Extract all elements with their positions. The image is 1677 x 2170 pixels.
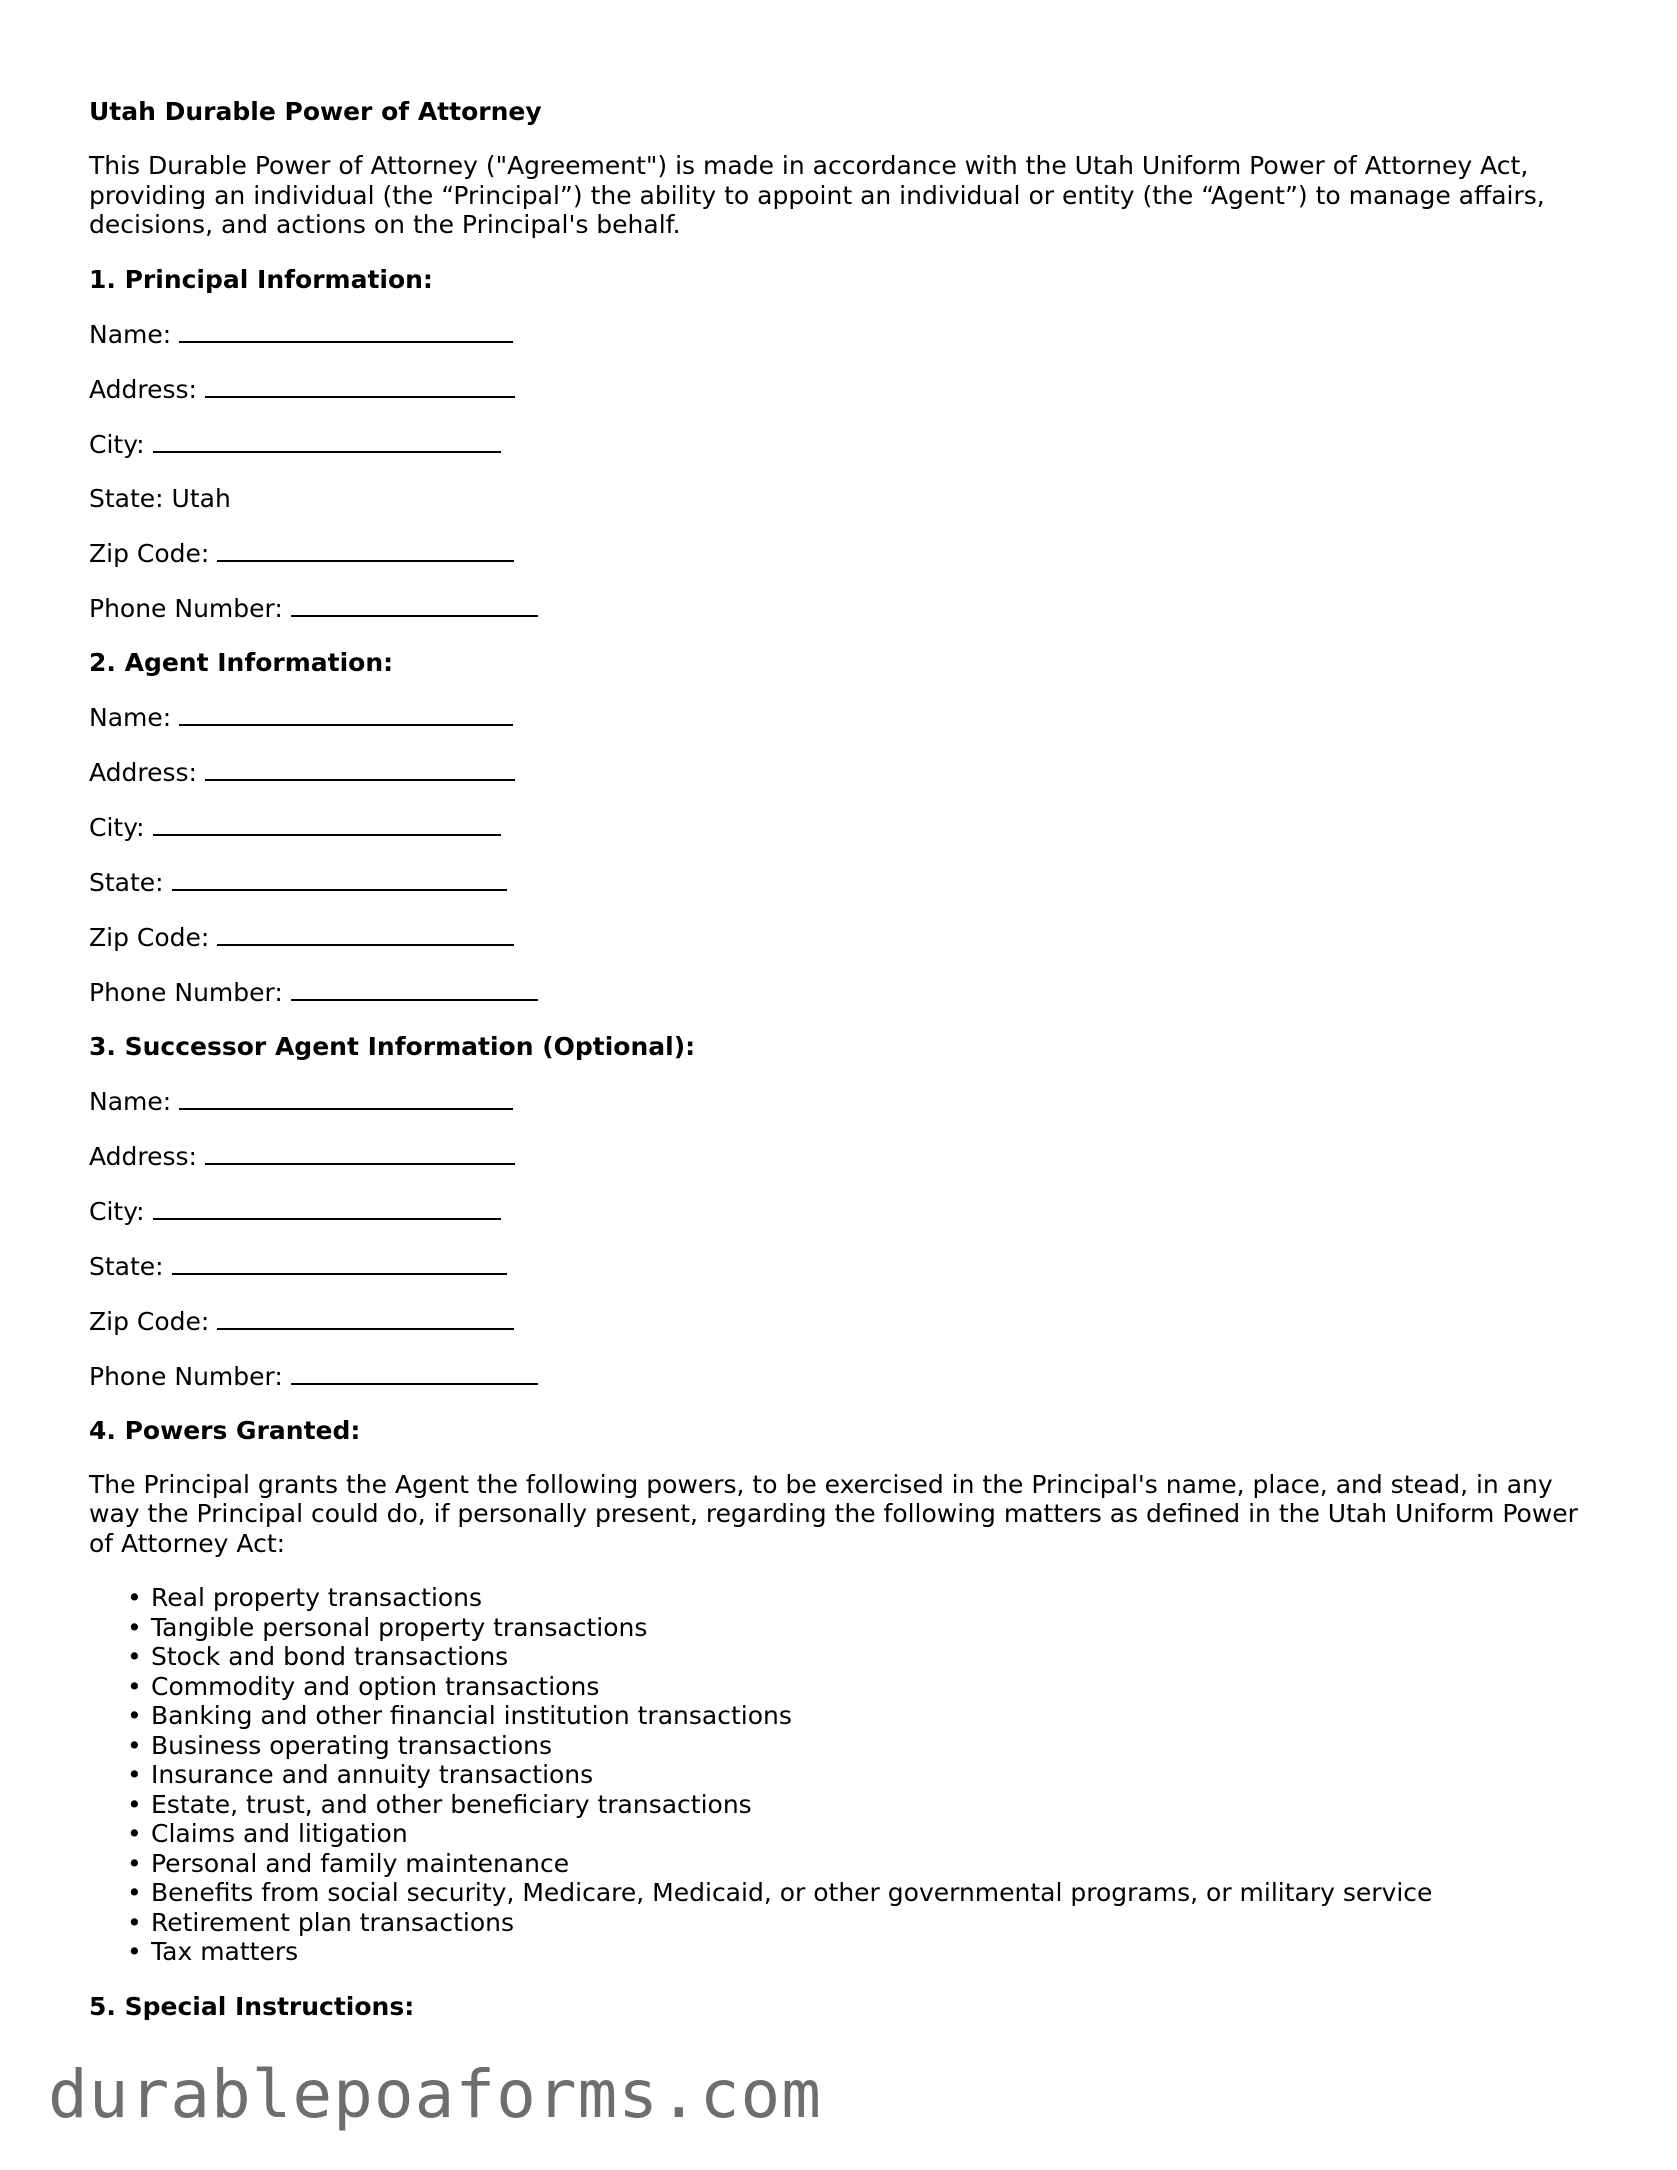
powers-list bbox=[89, 1583, 1599, 1967]
principal-phone-field[interactable] bbox=[89, 593, 1599, 624]
power-item: • Claims and litigation bbox=[127, 1819, 1599, 1849]
principal-state-field bbox=[89, 484, 1599, 514]
powers-heading: 4. Powers Granted: bbox=[89, 1415, 361, 1445]
successor-state-field[interactable] bbox=[89, 1251, 1599, 1282]
successor-zip-blank[interactable] bbox=[217, 1306, 514, 1330]
successor-phone-field[interactable] bbox=[89, 1361, 1599, 1392]
power-item: • Stock and bond transactions bbox=[127, 1642, 1599, 1672]
power-item: • Insurance and annuity transactions bbox=[127, 1760, 1599, 1790]
field-label: Zip Code: bbox=[89, 1306, 210, 1336]
principal-city-blank[interactable] bbox=[153, 429, 501, 453]
agent-zip-field[interactable] bbox=[89, 922, 1599, 953]
agent-address-field[interactable] bbox=[89, 757, 1599, 788]
principal-phone-blank[interactable] bbox=[291, 593, 538, 617]
field-label: Address: bbox=[89, 374, 197, 404]
power-item: • Real property transactions bbox=[127, 1583, 1599, 1613]
successor-heading: 3. Successor Agent Information (Optional): bbox=[89, 1031, 696, 1061]
power-item: • Benefits from social security, Medicare, Medicaid, or other governmental programs, or military service bbox=[127, 1878, 1599, 1908]
successor-zip-field[interactable] bbox=[89, 1306, 1599, 1337]
agent-phone-blank[interactable] bbox=[291, 977, 538, 1001]
agent-state-blank[interactable] bbox=[172, 867, 507, 891]
successor-state-blank[interactable] bbox=[172, 1251, 507, 1275]
agent-heading: 2. Agent Information: bbox=[89, 647, 394, 677]
agent-phone-field[interactable] bbox=[89, 977, 1599, 1008]
field-label: Phone Number: bbox=[89, 1361, 283, 1391]
principal-zip-blank[interactable] bbox=[217, 538, 514, 562]
power-item: • Estate, trust, and other beneficiary transactions bbox=[127, 1790, 1599, 1820]
agent-city-blank[interactable] bbox=[153, 812, 501, 836]
field-label: Phone Number: bbox=[89, 977, 283, 1007]
power-item: • Banking and other financial institution transactions bbox=[127, 1701, 1599, 1731]
field-label: State: bbox=[89, 1251, 164, 1281]
field-label: Phone Number: bbox=[89, 593, 283, 623]
field-label: City: bbox=[89, 812, 145, 842]
principal-zip-field[interactable] bbox=[89, 538, 1599, 569]
agent-name-blank[interactable] bbox=[179, 702, 513, 726]
special-instructions-heading: 5. Special Instructions: bbox=[89, 1991, 415, 2021]
site-watermark: durablepoaforms.com bbox=[48, 2056, 822, 2133]
field-label: State: bbox=[89, 867, 164, 897]
field-label: Name: bbox=[89, 319, 172, 349]
principal-name-blank[interactable] bbox=[179, 319, 513, 343]
document-page bbox=[89, 97, 1599, 2046]
successor-address-field[interactable] bbox=[89, 1141, 1599, 1172]
agent-address-blank[interactable] bbox=[205, 757, 515, 781]
successor-name-blank[interactable] bbox=[179, 1086, 513, 1110]
power-item: • Tangible personal property transactions bbox=[127, 1613, 1599, 1643]
powers-intro: The Principal grants the Agent the following powers, to be exercised in the Principal's name, place, and stead, in any way the Principal could do, if personally present, regarding the following matters as defined in the Utah Uniform Power of Attorney Act: bbox=[89, 1469, 1578, 1558]
successor-phone-blank[interactable] bbox=[291, 1361, 538, 1385]
power-item: • Personal and family maintenance bbox=[127, 1849, 1599, 1879]
field-label: City: bbox=[89, 1196, 145, 1226]
field-label: Name: bbox=[89, 1086, 172, 1116]
successor-name-field[interactable] bbox=[89, 1086, 1599, 1117]
principal-heading: 1. Principal Information: bbox=[89, 264, 433, 294]
field-label: City: bbox=[89, 429, 145, 459]
power-item: • Retirement plan transactions bbox=[127, 1908, 1599, 1938]
successor-city-field[interactable] bbox=[89, 1196, 1599, 1227]
agent-zip-blank[interactable] bbox=[217, 922, 514, 946]
field-label: Zip Code: bbox=[89, 538, 210, 568]
power-item: • Tax matters bbox=[127, 1937, 1599, 1967]
principal-address-blank[interactable] bbox=[205, 374, 515, 398]
agent-name-field[interactable] bbox=[89, 702, 1599, 733]
power-item: • Commodity and option transactions bbox=[127, 1672, 1599, 1702]
principal-city-field[interactable] bbox=[89, 429, 1599, 460]
field-label: Address: bbox=[89, 757, 197, 787]
successor-city-blank[interactable] bbox=[153, 1196, 501, 1220]
field-label: Name: bbox=[89, 702, 172, 732]
document-title: Utah Durable Power of Attorney bbox=[89, 97, 542, 126]
field-label: State: Utah bbox=[89, 483, 231, 513]
successor-address-blank[interactable] bbox=[205, 1141, 515, 1165]
field-label: Address: bbox=[89, 1141, 197, 1171]
agent-city-field[interactable] bbox=[89, 812, 1599, 843]
agent-state-field[interactable] bbox=[89, 867, 1599, 898]
intro-paragraph: This Durable Power of Attorney ("Agreement") is made in accordance with the Utah Uniform Power of Attorney Act, providing an individual (the “Principal”) the ability to appoint an individual or entity (the “Agent”) to manage affairs, decisions, and actions on the Principal's behalf. bbox=[89, 151, 1545, 239]
field-label: Zip Code: bbox=[89, 922, 210, 952]
power-item: • Business operating transactions bbox=[127, 1731, 1599, 1761]
principal-name-field[interactable] bbox=[89, 319, 1599, 350]
principal-address-field[interactable] bbox=[89, 374, 1599, 405]
